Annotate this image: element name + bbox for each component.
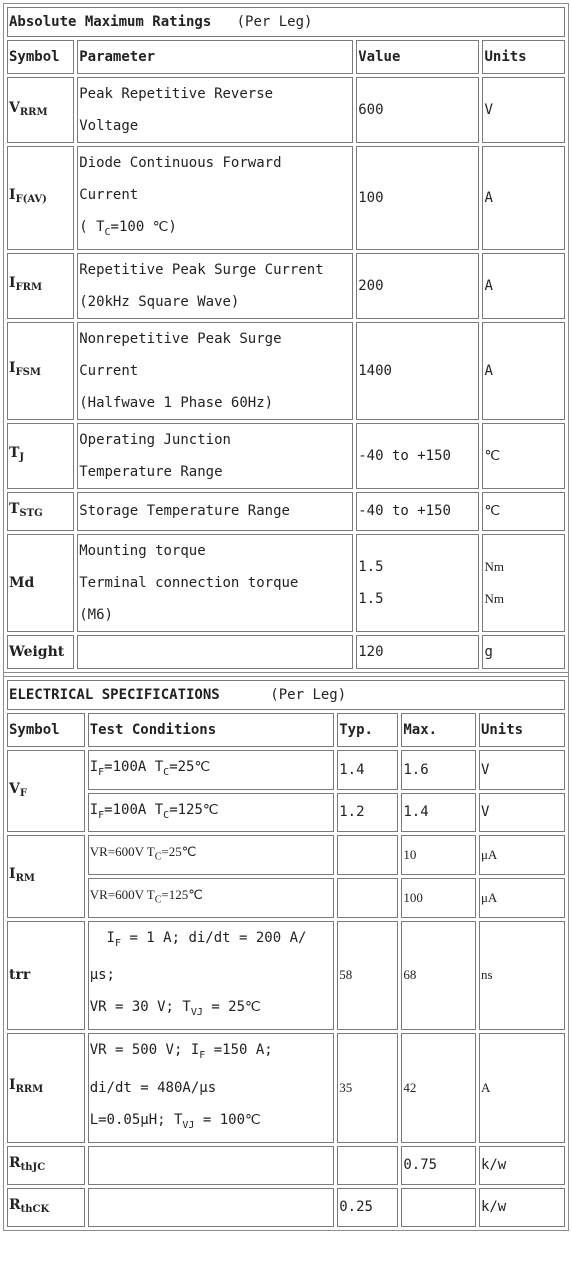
parameter-cell: Repetitive Peak Surge Current (20kHz Square Wave) <box>77 253 353 319</box>
conditions-cell: VR=600V $T_C=25℃$ <box>88 835 335 875</box>
typ-cell <box>337 878 398 918</box>
typ-cell: 0.25 <box>337 1188 398 1227</box>
parameter-cell: Storage Temperature Range <box>77 492 353 531</box>
absolute-max-ratings-table <box>4 4 568 672</box>
table-row <box>7 534 565 632</box>
units-cell: ns <box>479 921 565 1031</box>
units-cell: V <box>479 793 565 833</box>
abs-header-parameter: Parameter <box>77 40 353 74</box>
symbol-cell: $I_{RM}$ <box>7 835 85 917</box>
typ-cell: 35 <box>337 1033 398 1143</box>
symbol-cell: $V_{RRM}$ <box>7 77 74 143</box>
electrical-specifications-table <box>4 677 568 1230</box>
conditions-cell <box>88 1188 335 1227</box>
units-cell: k/w <box>479 1146 565 1185</box>
units-cell: A <box>482 322 565 420</box>
units-cell: V <box>482 77 565 143</box>
value-cell: 100 <box>356 146 479 250</box>
elec-header-typ: Typ. <box>337 713 398 747</box>
value-cell: 1400 <box>356 322 479 420</box>
symbol-cell: $R_{thJC}$ <box>7 1146 85 1185</box>
parameter-cell: Mounting torque Terminal connection torque (M6) <box>77 534 353 632</box>
elec-header-units: Units <box>479 713 565 747</box>
max-cell: 0.75 <box>401 1146 476 1185</box>
datasheet-tables <box>3 3 569 1231</box>
abs-header-units: Units <box>482 40 565 74</box>
elec-header-symbol: Symbol <box>7 713 85 747</box>
value-cell: -40 to +150 <box>356 423 479 489</box>
units-cell: μA <box>479 878 565 918</box>
symbol-cell: Weight <box>7 635 74 669</box>
symbol-cell: $I_{F(AV)}$ <box>7 146 74 250</box>
conditions-cell: $I_F=100A$ $T_C=25℃$ <box>88 750 335 790</box>
max-cell: 68 <box>401 921 476 1031</box>
conditions-cell: $I_F=100A$ $T_C=125℃$ <box>88 793 335 833</box>
conditions-cell: VR=600V $T_C=125℃$ <box>88 878 335 918</box>
parameter-cell: Peak Repetitive Reverse Voltage <box>77 77 353 143</box>
max-cell: 1.4 <box>401 793 476 833</box>
symbol-cell: $I_{FSM}$ <box>7 322 74 420</box>
table-row <box>7 492 565 531</box>
symbol-cell: $T_{STG}$ <box>7 492 74 531</box>
typ-cell <box>337 835 398 875</box>
elec-header-conditions: Test Conditions <box>88 713 335 747</box>
typ-cell: 1.2 <box>337 793 398 833</box>
table-row <box>7 835 565 875</box>
max-cell <box>401 1188 476 1227</box>
table-row <box>7 1188 565 1227</box>
conditions-cell <box>88 1146 335 1185</box>
abs-header-symbol: Symbol <box>7 40 74 74</box>
typ-cell: 1.4 <box>337 750 398 790</box>
elec-title: ELECTRICAL SPECIFICATIONS <box>9 686 220 703</box>
abs-title-note: (Per Leg) <box>236 14 313 30</box>
table-row <box>7 423 565 489</box>
value-cell: 600 <box>356 77 479 143</box>
symbol-cell: Md <box>7 534 74 632</box>
elec-header-row <box>7 713 565 747</box>
units-cell: A <box>482 146 565 250</box>
max-cell: 10 <box>401 835 476 875</box>
elec-title-note: (Per Leg) <box>270 686 347 703</box>
units-cell: A <box>479 1033 565 1143</box>
parameter-cell: Diode Continuous Forward Current ( $T_C=100$ ℃) <box>77 146 353 250</box>
elec-header-max: Max. <box>401 713 476 747</box>
table-row <box>7 750 565 790</box>
table-row <box>7 1146 565 1185</box>
value-cell: 200 <box>356 253 479 319</box>
units-cell: ℃ <box>482 492 565 531</box>
table-row <box>7 1033 565 1143</box>
max-cell: 42 <box>401 1033 476 1143</box>
table-row <box>7 878 565 918</box>
parameter-cell: Operating Junction Temperature Range <box>77 423 353 489</box>
abs-header-value: Value <box>356 40 479 74</box>
abs-title: Absolute Maximum Ratings <box>9 14 212 30</box>
units-cell: A <box>482 253 565 319</box>
max-cell: 1.6 <box>401 750 476 790</box>
table-row <box>7 793 565 833</box>
symbol-cell: $T_J$ <box>7 423 74 489</box>
value-cell: -40 to +150 <box>356 492 479 531</box>
symbol-cell: $R_{thCK}$ <box>7 1188 85 1227</box>
abs-title-cell <box>7 7 565 37</box>
abs-header-row <box>7 40 565 74</box>
parameter-cell <box>77 635 353 669</box>
parameter-cell: Nonrepetitive Peak Surge Current (Halfwave 1 Phase 60Hz) <box>77 322 353 420</box>
table-row <box>7 322 565 420</box>
value-cell: 120 <box>356 635 479 669</box>
conditions-cell: VR = 500 V; $I_F =150$ A; di/dt = 480A/μs L=0.05μH; $T_{VJ}$ = 100℃ <box>88 1033 335 1143</box>
units-cell: V <box>479 750 565 790</box>
table-row <box>7 921 565 1031</box>
table-row <box>7 635 565 669</box>
table-row <box>7 77 565 143</box>
units-cell: ℃ <box>482 423 565 489</box>
typ-cell <box>337 1146 398 1185</box>
symbol-cell: $I_{FRM}$ <box>7 253 74 319</box>
conditions-cell: $I_F = 1$ A; di/dt = 200 A/ μs; VR = 30 V; $T_{VJ}$ = 25℃ <box>88 921 335 1031</box>
max-cell: 100 <box>401 878 476 918</box>
value-cell: 1.5 1.5 <box>356 534 479 632</box>
elec-title-cell <box>7 680 565 710</box>
symbol-cell: trr <box>7 921 85 1031</box>
units-cell: k/w <box>479 1188 565 1227</box>
symbol-cell: $I_{RRM}$ <box>7 1033 85 1143</box>
symbol-cell: $V_F$ <box>7 750 85 833</box>
table-row <box>7 146 565 250</box>
table-row <box>7 253 565 319</box>
units-cell: Nm Nm <box>482 534 565 632</box>
typ-cell: 58 <box>337 921 398 1031</box>
units-cell: μA <box>479 835 565 875</box>
units-cell: g <box>482 635 565 669</box>
